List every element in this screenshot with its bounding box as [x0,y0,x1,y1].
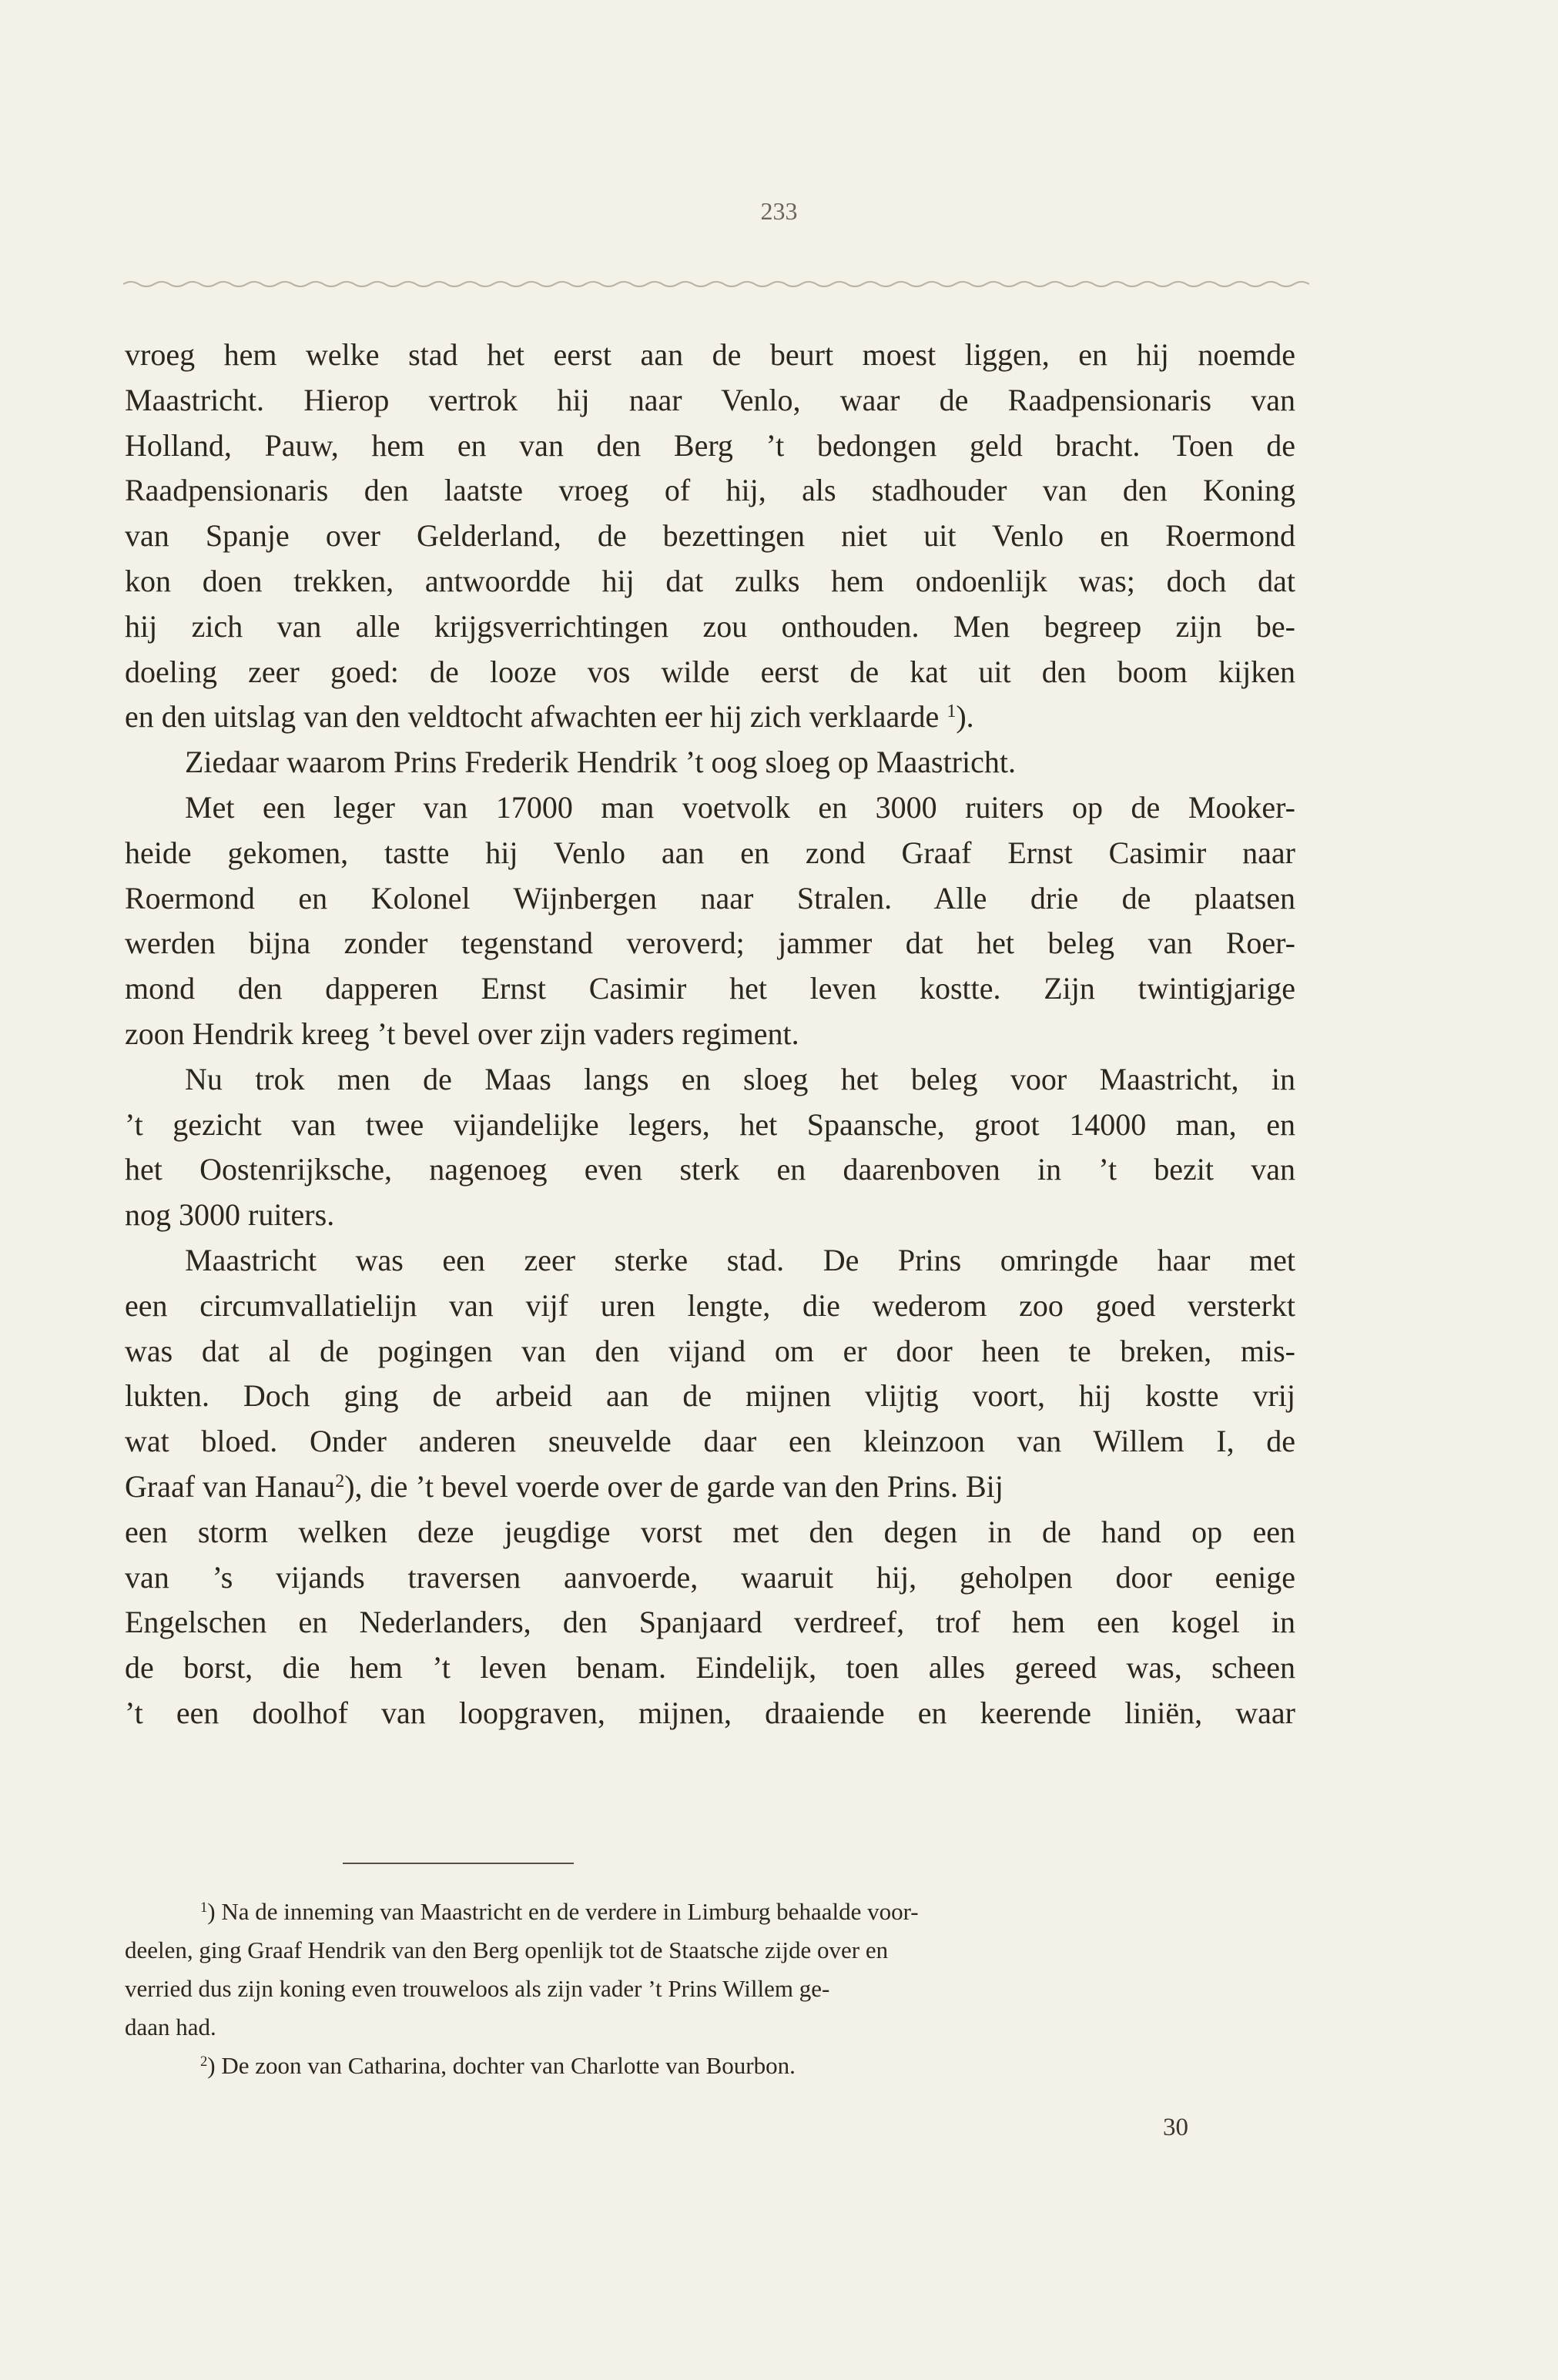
text-line: van Spanje over Gelderland, de bezettingen niet uit Venlo en Roermond [125,518,1295,554]
body-text [125,333,1295,1736]
text-line: Engelschen en Nederlanders, den Spanjaard verdreef, trof hem een kogel in [125,1605,1295,1640]
text-line-body: Graaf van Hanau [125,1468,336,1504]
footnotes [125,1893,1295,2085]
printer-signature: 30 [1163,2114,1188,2141]
text-line: het Oostenrijksche, nagenoeg even sterk en daarenboven in ’t bezit van [125,1152,1295,1187]
text-line: heide gekomen, tastte hij Venlo aan en zond Graaf Ernst Casimir naar [125,835,1295,870]
text-line: zoon Hendrik kreeg ’t bevel over zijn vaders regiment. [125,1016,799,1051]
text-line-tail: ). [956,699,974,735]
footnote-1-text: Na de inneming van Maastricht en de verdere in Limburg behaalde voor- [221,1898,919,1925]
text-line: nog 3000 ruiters. [125,1197,335,1233]
text-line: mond den dapperen Ernst Casimir het leven kostte. Zijn twintigjarige [125,971,1295,1006]
text-line: Nu trok men de Maas langs en sloeg het beleg voor Maastricht, in [185,1061,1295,1096]
footnote-1-line: daan had. [125,2013,216,2040]
text-line [125,695,1295,740]
page-number: 233 [760,197,798,225]
footnote-ref-2: 2 [335,1471,345,1491]
text-line: Maastricht was een zeer sterke stad. De Prins omringde haar met [185,1242,1295,1277]
footnote-mark-1: 1 [200,1899,208,1916]
text-line: werden bijna zonder tegenstand veroverd; jammer dat het beleg van Roer- [125,926,1295,961]
footnote-mark-2: 2 [200,2053,208,2070]
text-line: ’t een doolhof van loopgraven, mijnen, draaiende en keerende liniën, waar [125,1695,1295,1730]
footnote-divider [343,1863,574,1864]
text-line: Maastricht. Hierop vertrok hij naar Venlo, waar de Raadpensionaris van [125,382,1295,417]
text-line: lukten. Doch ging de arbeid aan de mijnen vlijtig voort, hij kostte vrij [125,1378,1295,1414]
footnote-1-line: $^1$) Na de inneming van Maastricht en de verdere in Limburg behaalde voor- [200,1898,919,1925]
text-line: een storm welken deze jeugdige vorst met den degen in de hand op een [125,1514,1295,1549]
text-line: kon doen trekken, antwoordde hij dat zulks hem ondoenlijk was; doch dat [125,563,1295,598]
text-line [125,1464,1295,1510]
footnote-2-text: De zoon van Catharina, dochter van Charlotte van Bourbon. [221,2052,796,2079]
footnote-1-line: deelen, ging Graaf Hendrik van den Berg openlijk tot de Staatsche zijde over en [125,1936,889,1963]
text-line: Holland, Pauw, hem en van den Berg ’t bedongen geld bracht. Toen de [125,427,1295,463]
text-line: ’t gezicht van twee vijandelijke legers, het Spaansche, groot 14000 man, en [125,1106,1295,1142]
text-line-tail: ), die ’t bevel voerde over de garde van den Prins. Bij [344,1468,1003,1504]
text-line: was dat al de pogingen van den vijand om er door heen te breken, mis- [125,1333,1295,1368]
text-line: doeling zeer goed: de looze vos wilde eerst de kat uit den boom kijken [125,654,1295,689]
text-line: van ’s vijands traversen aanvoerde, waaruit hij, geholpen door eenige [125,1559,1295,1595]
footnote-1-line: verried dus zijn koning even trouweloos als zijn vader ’t Prins Willem ge- [125,1975,830,2002]
text-line: Raadpensionaris den laatste vroeg of hij, als stadhouder van den Koning [125,473,1295,508]
text-line: een circumvallatielijn van vijf uren lengte, die wederom zoo goed versterkt [125,1287,1295,1323]
wavy-rule-ornament [123,279,1309,290]
text-line: Roermond en Kolonel Wijnbergen naar Stralen. Alle drie de plaatsen [125,880,1295,916]
text-line: hij zich van alle krijgsverrichtingen zou onthouden. Men begreep zijn be- [125,608,1295,644]
footnote-2-line: $^2$) De zoon van Catharina, dochter van Charlotte van Bourbon. [200,2052,796,2079]
text-line: Ziedaar waarom Prins Frederik Hendrik ’t oog sloeg op Maastricht. [185,745,1016,780]
text-line: wat bloed. Onder anderen sneuvelde daar een kleinzoon van Willem I, de [125,1424,1295,1459]
text-line: vroeg hem welke stad het eerst aan de beurt moest liggen, en hij noemde [125,337,1295,372]
text-line: Met een leger van 17000 man voetvolk en 3000 ruiters op de Mooker- [185,789,1295,825]
footnote-ref-1: 1 [947,701,957,722]
text-line: de borst, die hem ’t leven benam. Eindelijk, toen alles gereed was, scheen [125,1650,1295,1685]
text-line-body: en den uitslag van den veldtocht afwachten eer hij zich verklaarde [125,699,940,735]
